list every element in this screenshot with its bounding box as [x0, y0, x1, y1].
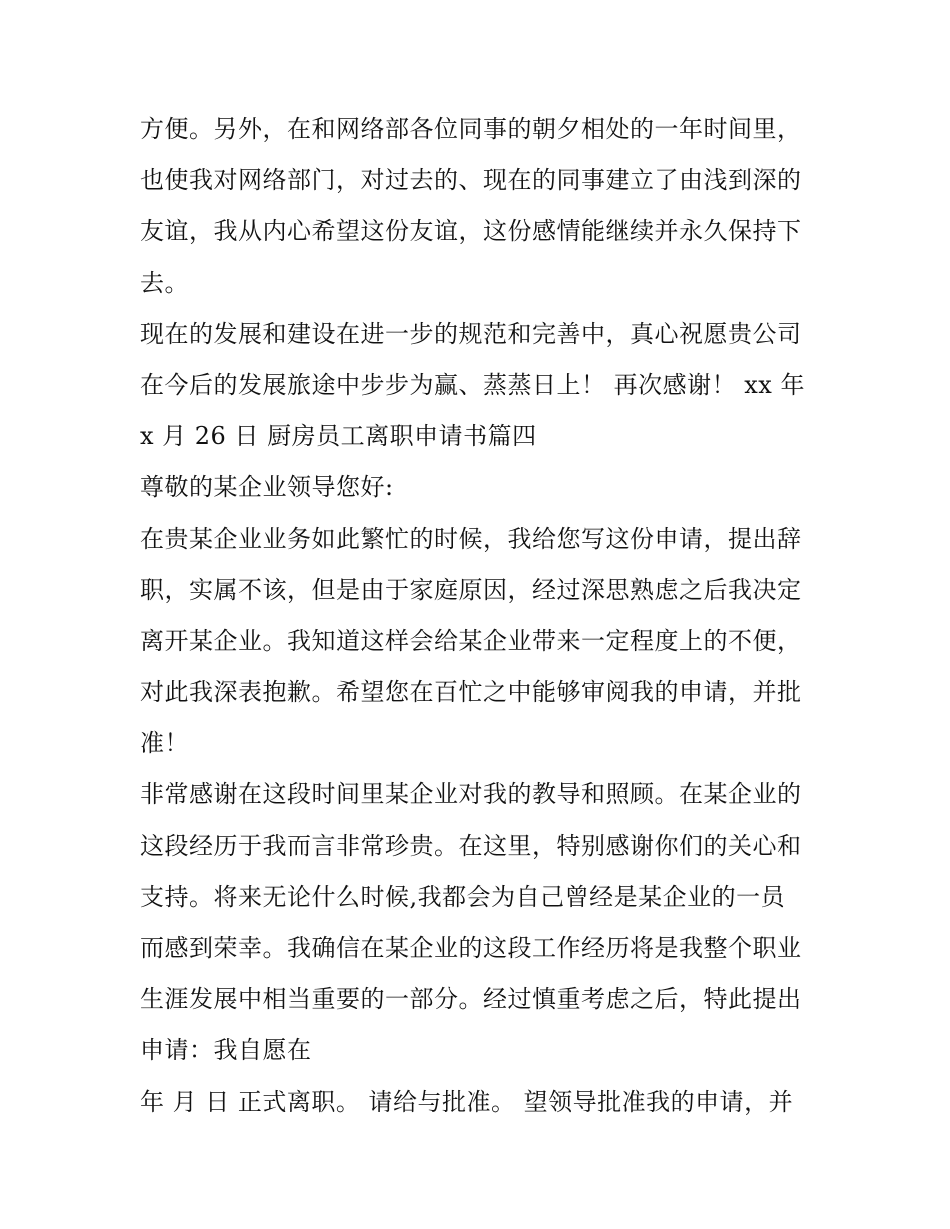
text-line: 职，实属不该，但是由于家庭原因，经过深思熟虑之后我决定 [140, 575, 802, 604]
text-line: 也使我对网络部门，对过去的、现在的同事建立了由浅到深的 [140, 166, 802, 195]
document-body [140, 104, 820, 1128]
text-line: 年 月 日 正式离职。 请给与批准。 望领导批准我的申请，并 [140, 1087, 794, 1116]
text-line: 方便。另外，在和网络部各位同事的朝夕相处的一年时间里， [140, 115, 802, 143]
text-line: 在贵某企业业务如此繁忙的时候，我给您写这份申请，提出辞 [140, 524, 802, 553]
text-line: 离开某企业。我知道这样会给某企业带来一定程度上的不便， [140, 626, 802, 655]
text-line: 准！ [140, 729, 189, 758]
text-line: 申请：我自愿在 [140, 1036, 312, 1065]
text-line: 支持。将来无论什么时候,我都会为自己曾经是某企业的一员 [140, 882, 786, 911]
salutation-line: 尊敬的某企业领导您好: [140, 473, 394, 502]
text-line: 生涯发展中相当重要的一部分。经过慎重考虑之后，特此提出 [140, 985, 802, 1014]
text-line: 非常感谢在这段时间里某企业对我的教导和照顾。在某企业的 [140, 780, 802, 809]
text-line: 而感到荣幸。我确信在某企业的这段工作经历将是我整个职业 [140, 934, 802, 962]
text-line: 这段经历于我而言非常珍贵。在这里，特别感谢你们的关心和 [140, 831, 802, 860]
section-heading-line: x 月 26 日 厨房员工离职申请书篇四 [140, 422, 537, 451]
text-line: 去。 [140, 268, 189, 297]
text-line: 在今后的发展旅途中步步为赢、蒸蒸日上！ 再次感谢！ xx 年 [140, 370, 805, 399]
text-line: 对此我深表抱歉。希望您在百忙之中能够审阅我的申请，并批 [140, 678, 802, 707]
text-line: 友谊，我从内心希望这份友谊，这份感情能继续并永久保持下 [140, 217, 802, 246]
text-line: 现在的发展和建设在进一步的规范和完善中，真心祝愿贵公司 [140, 319, 802, 348]
